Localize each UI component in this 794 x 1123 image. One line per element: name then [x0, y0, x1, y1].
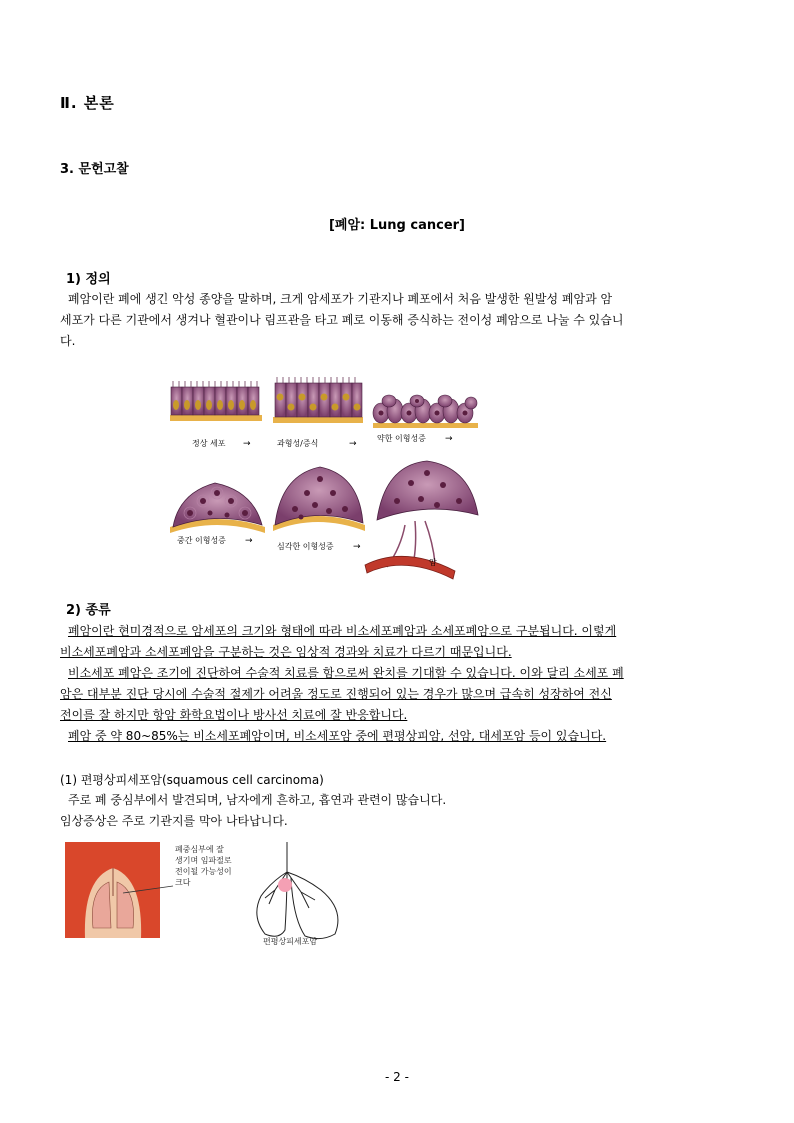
label-moderate-dysplasia: 중간 이형성증 — [177, 536, 226, 545]
types-line: 전이를 잘 하지만 항암 화학요법이나 방사선 치료에 잘 반응합니다. — [60, 708, 408, 722]
figure-note-line: 전이될 가능성이 — [175, 867, 232, 876]
mild-dysplasia-panel — [373, 395, 478, 428]
figure-note-line: 폐중심부에 잘 — [175, 845, 224, 854]
types-line: 암은 대부분 진단 당시에 수술적 절제가 어려울 정도로 진행되어 있는 경우가 많으며 급속히 성장하여 전신 — [60, 687, 612, 701]
label-cancer: 암 — [429, 558, 437, 567]
cancer-panel — [365, 461, 478, 579]
types-heading: 2) 종류 — [66, 603, 111, 618]
label-hyperplasia: 과형성/증식 — [277, 439, 319, 448]
svg-text:→: → — [349, 439, 357, 449]
svg-text:→: → — [353, 542, 361, 552]
types-line: 폐암 중 약 80~85%는 비소세포폐암이며, 비소세포암 중에 편평상피암, 선암, 대세포암 등이 있습니다. — [68, 729, 607, 743]
page-title: [폐암: Lung cancer] — [328, 218, 466, 233]
page-number: - 2 - — [385, 1070, 409, 1084]
definition-line: 폐암이란 폐에 생긴 악성 종양을 말하며, 크게 암세포가 기관지나 폐포에서 처음 발생한 원발성 폐암과 암 — [68, 292, 613, 306]
label-severe-dysplasia: 심각한 이형성증 — [277, 542, 334, 551]
definition-paragraph — [60, 289, 740, 352]
svg-text:→: → — [245, 536, 253, 546]
cell-progression-figure — [165, 375, 483, 580]
squamous-heading: (1) 편평상피세포암(squamous cell carcinoma) — [60, 773, 324, 787]
cell-progression-illustration — [165, 375, 483, 580]
figure-note-line: 크다 — [175, 878, 191, 887]
label-normal: 정상 세포 — [192, 439, 226, 448]
definition-line: 다. — [60, 334, 76, 348]
squamous-figure — [65, 838, 360, 948]
normal-cells-panel — [170, 381, 262, 421]
squamous-line: 주로 폐 중심부에서 발견되며, 남자에게 흔하고, 흡연과 관련이 많습니다. — [68, 793, 447, 807]
svg-text:→: → — [445, 434, 453, 444]
lung-illustration — [65, 838, 360, 948]
moderate-dysplasia-panel — [170, 483, 265, 533]
figure-caption: 편평상피세포암 — [263, 937, 318, 946]
figure-note-line: 생기며 임파절로 — [175, 856, 232, 865]
hyperplasia-panel — [273, 377, 363, 423]
chapter-heading: Ⅱ. 본론 — [60, 94, 115, 112]
label-mild-dysplasia: 약한 이형성증 — [377, 434, 426, 443]
definition-heading: 1) 정의 — [66, 272, 111, 287]
definition-line: 세포가 다른 기관에서 생겨나 혈관이나 림프관을 타고 폐로 이동해 증식하는 전이성 폐암으로 나눌 수 있습니 — [60, 313, 624, 327]
types-line: 비소세포폐암과 소세포폐암을 구분하는 것은 임상적 경과와 치료가 다르기 때문입니다. — [60, 645, 512, 659]
section-heading: 3. 문헌고찰 — [60, 162, 129, 177]
squamous-line: 임상증상은 주로 기관지를 막아 나타납니다. — [60, 814, 288, 828]
types-line: 폐암이란 현미경적으로 암세포의 크기와 형태에 따라 비소세포폐암과 소세포폐암으로 구분됩니다. 이렇게 — [68, 624, 617, 638]
squamous-paragraph — [60, 790, 740, 832]
svg-text:→: → — [243, 439, 251, 449]
severe-dysplasia-panel — [273, 467, 365, 531]
types-line: 비소세포 폐암은 조기에 진단하여 수술적 치료를 함으로써 완치를 기대할 수 있습니다. 이와 달리 소세포 폐 — [68, 666, 624, 680]
types-paragraph — [60, 621, 740, 747]
